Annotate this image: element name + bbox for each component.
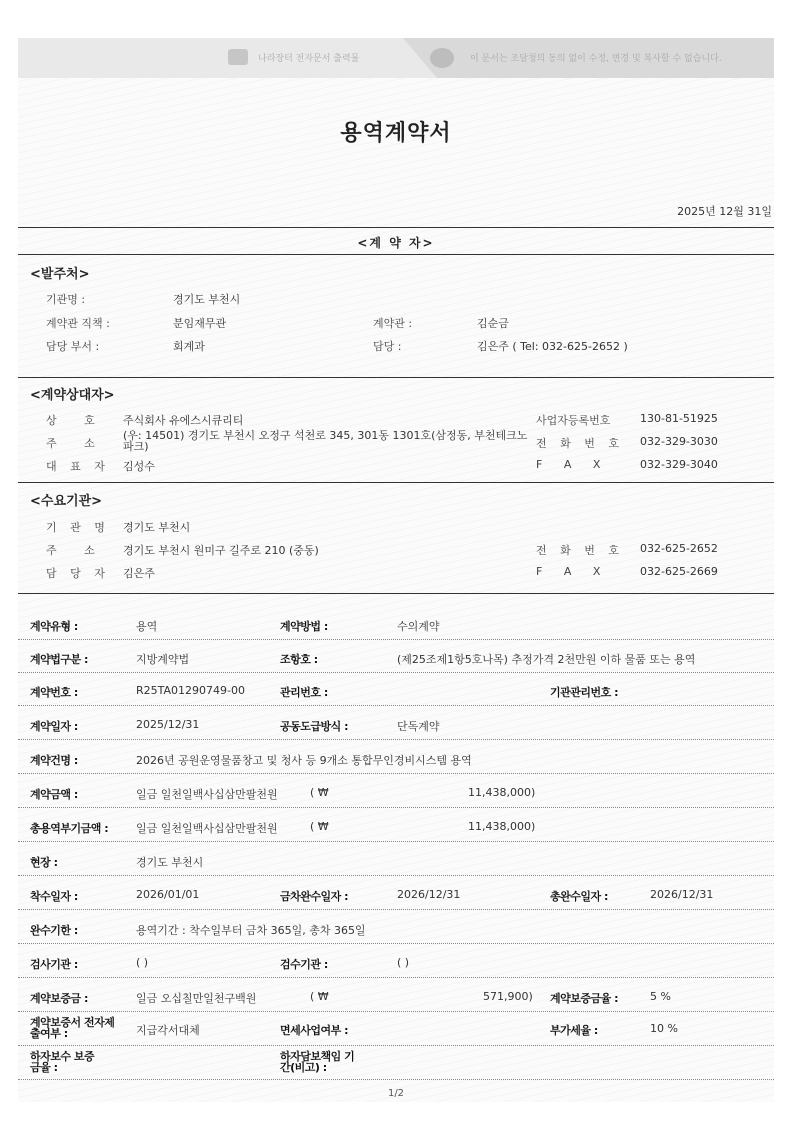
row-divider <box>18 773 774 774</box>
row-divider <box>18 841 774 842</box>
row-divider <box>18 943 774 944</box>
orderer-officer-position-value: 분임재무관 <box>173 317 227 330</box>
orderer-heading: <발주처> <box>30 267 90 282</box>
deposit-currency: ( ₩ <box>310 990 329 1003</box>
counterparty-bizno-value: 130-81-51925 <box>640 412 718 425</box>
joint-method-value: 단독계약 <box>397 720 440 733</box>
total-amount-currency: ( ₩ <box>310 820 329 833</box>
counterparty-company-value: 주식회사 유에스시큐리티 <box>123 414 244 427</box>
contract-clause-value: (제25조제1항5호나목) 추정가격 2천만원 이하 물품 또는 용역 <box>397 653 696 666</box>
demand-phone-value: 032-625-2652 <box>640 542 718 555</box>
orderer-org-label: 기관명 : <box>46 293 86 306</box>
contract-method-label: 계약방법 : <box>280 620 328 633</box>
contract-document <box>18 38 774 1102</box>
counterparty-address-label: 주 소 <box>46 437 107 450</box>
orderer-staff-label: 담당 : <box>373 340 402 353</box>
document-icon <box>228 49 248 65</box>
deposit-label: 계약보증금 : <box>30 992 88 1005</box>
row-divider <box>18 807 774 808</box>
orderer-org-value: 경기도 부천시 <box>173 293 241 306</box>
management-no-label: 관리번호 : <box>280 686 328 699</box>
inspection-org-label: 검사기관 : <box>30 958 78 971</box>
start-date-label: 착수일자 : <box>30 890 78 903</box>
row-divider <box>18 1079 774 1080</box>
demand-org-value: 경기도 부천시 <box>123 521 191 534</box>
counterparty-company-label: 상 호 <box>46 414 107 427</box>
page-number: 1/2 <box>387 1088 405 1099</box>
contract-amount-number: 11,438,000) <box>468 786 536 799</box>
counterparty-bizno-label: 사업자등록번호 <box>536 414 611 427</box>
demand-phone-label: 전 화 번 호 <box>536 544 624 557</box>
deadline-label: 완수기한 : <box>30 924 78 937</box>
site-label: 현장 : <box>30 856 58 869</box>
deposit-rate-label: 계약보증금율 : <box>550 992 618 1005</box>
total-amount-label: 총용역부기금액 : <box>30 822 109 835</box>
row-divider <box>18 672 774 673</box>
row-divider <box>18 705 774 706</box>
contract-amount-currency: ( ₩ <box>310 786 329 799</box>
contract-amount-label: 계약금액 : <box>30 788 78 801</box>
row-divider <box>18 639 774 640</box>
row-divider <box>18 739 774 740</box>
demand-staff-value: 김은주 <box>123 567 155 580</box>
orderer-officer-value: 김순금 <box>477 317 509 330</box>
tax-exempt-label: 면세사업여부 : <box>280 1024 348 1037</box>
total-amount-words: 일금 일천일백사십삼만팔천원 <box>136 822 278 835</box>
demand-staff-label: 담 당 자 <box>46 567 110 580</box>
demand-fax-value: 032-625-2669 <box>640 565 718 578</box>
counterparty-fax-label: F A X <box>536 458 610 471</box>
deadline-value: 용역기간 : 착수일부터 금차 365일, 총차 365일 <box>136 924 366 937</box>
contract-clause-label: 조항호 : <box>280 653 318 666</box>
total-amount-number: 11,438,000) <box>468 820 536 833</box>
vat-rate-label: 부가세율 : <box>550 1024 598 1037</box>
divider <box>18 593 774 594</box>
row-divider <box>18 1045 774 1046</box>
receipt-org-label: 검수기관 : <box>280 958 328 971</box>
counterparty-ceo-label: 대 표 자 <box>46 460 110 473</box>
counterparty-fax-value: 032-329-3040 <box>640 458 718 471</box>
demand-org-label: 기 관 명 <box>46 521 110 534</box>
receipt-org-value: ( ) <box>397 956 410 969</box>
divider <box>18 377 774 378</box>
guarantee-submission-label: 계약보증서 전자제출여부 : <box>30 1016 115 1040</box>
document-banner <box>18 38 774 78</box>
start-date-value: 2026/01/01 <box>136 888 200 901</box>
org-management-no-label: 기관관리번호 : <box>550 686 618 699</box>
guarantee-submission-value: 지급각서대체 <box>136 1024 200 1037</box>
demand-fax-label: F A X <box>536 565 610 578</box>
counterparty-ceo-value: 김성수 <box>123 460 155 473</box>
site-value: 경기도 부천시 <box>136 856 204 869</box>
vat-rate-value: 10 % <box>650 1022 678 1035</box>
divider <box>18 227 774 228</box>
joint-method-label: 공동도급방식 : <box>280 720 348 733</box>
total-end-date-label: 총완수일자 : <box>550 890 608 903</box>
demand-heading: <수요기관> <box>30 494 103 509</box>
orderer-dept-value: 회계과 <box>173 340 205 353</box>
contract-type-label: 계약유형 : <box>30 620 78 633</box>
contract-date-value: 2025/12/31 <box>136 718 200 731</box>
orderer-staff-value: 김은주 ( Tel: 032-625-2652 ) <box>477 340 628 353</box>
document-title: 용역계약서 <box>340 121 452 146</box>
total-end-date-value: 2026/12/31 <box>650 888 714 901</box>
row-divider <box>18 1011 774 1012</box>
contract-date-label: 계약일자 : <box>30 720 78 733</box>
banner-left-text: 나라장터 전자문서 출력물 <box>258 54 360 64</box>
current-end-date-label: 금차완수일자 : <box>280 890 348 903</box>
row-divider <box>18 909 774 910</box>
orderer-officer-label: 계약관 : <box>373 317 413 330</box>
counterparty-address-value: (우: 14501) 경기도 부천시 오정구 석천로 345, 301동 1301호(삼정동, 부천테크노파크) <box>123 429 528 453</box>
contract-law-value: 지방계약법 <box>136 653 190 666</box>
contract-law-label: 계약법구분 : <box>30 653 88 666</box>
contract-name-value: 2026년 공원운영물품창고 및 청사 등 9개소 통합무인경비시스템 용역 <box>136 754 472 767</box>
contract-no-label: 계약번호 : <box>30 686 78 699</box>
contract-amount-words: 일금 일천일백사십삼만팔천원 <box>136 788 278 801</box>
contract-name-label: 계약건명 : <box>30 754 78 767</box>
orderer-officer-position-label: 계약관 직책 : <box>46 317 110 330</box>
counterparty-phone-value: 032-329-3030 <box>640 435 718 448</box>
contract-date: 2025년 12월 31일 <box>677 205 772 218</box>
orderer-dept-label: 담당 부서 : <box>46 340 100 353</box>
counterparty-heading: <계약상대자> <box>30 388 115 403</box>
defect-liability-period-label: 하자담보책임 기간(비고) : <box>280 1050 355 1074</box>
deposit-rate-value: 5 % <box>650 990 671 1003</box>
contract-type-value: 용역 <box>136 620 158 633</box>
deposit-number: 571,900) <box>483 990 533 1003</box>
divider <box>18 482 774 483</box>
demand-address-value: 경기도 부천시 원미구 길주로 210 (중동) <box>123 544 319 557</box>
current-end-date-value: 2026/12/31 <box>397 888 461 901</box>
row-divider <box>18 875 774 876</box>
banner-right-text: 이 문서는 조달청의 동의 없이 수정, 변경 및 복사할 수 없습니다. <box>470 54 722 64</box>
contractors-header: <계 약 자> <box>357 236 435 250</box>
printer-icon <box>430 48 454 68</box>
inspection-org-value: ( ) <box>136 956 149 969</box>
divider <box>18 254 774 255</box>
contract-method-value: 수의계약 <box>397 620 440 633</box>
defect-deposit-rate-label: 하자보수 보증금율 : <box>30 1050 95 1074</box>
demand-address-label: 주 소 <box>46 544 107 557</box>
counterparty-phone-label: 전 화 번 호 <box>536 437 624 450</box>
contract-no-value: R25TA01290749-00 <box>136 684 245 697</box>
deposit-words: 일금 오십칠만일천구백원 <box>136 992 257 1005</box>
row-divider <box>18 977 774 978</box>
